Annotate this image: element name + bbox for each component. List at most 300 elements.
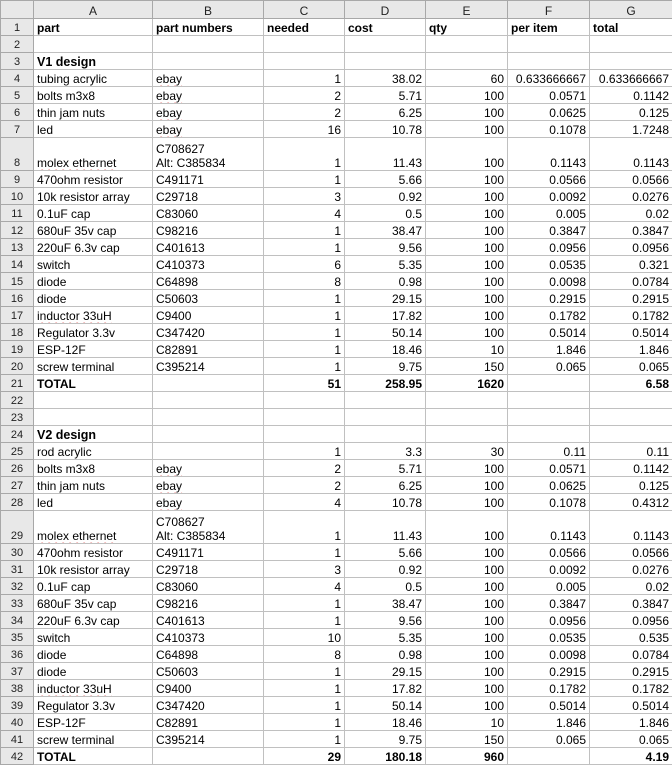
empty-cell[interactable] <box>508 36 590 53</box>
row-header[interactable]: 32 <box>1 578 34 595</box>
part-number-cell[interactable] <box>153 205 264 222</box>
part-cell[interactable] <box>34 460 153 477</box>
needed-cell[interactable]: 1 <box>264 612 345 629</box>
part-number-cell[interactable] <box>153 70 264 87</box>
needed-cell[interactable]: 1 <box>264 697 345 714</box>
qty-cell[interactable]: 10 <box>426 341 508 358</box>
total-cell[interactable]: 0.535 <box>590 629 672 646</box>
empty-cell[interactable] <box>153 53 264 70</box>
row-header[interactable]: 20 <box>1 358 34 375</box>
per-item-cell[interactable]: 0.0625 <box>508 104 590 121</box>
part-number-cell[interactable] <box>153 544 264 561</box>
part-cell[interactable] <box>34 307 153 324</box>
total-qty[interactable]: 960 <box>426 748 508 765</box>
cost-cell[interactable]: 9.56 <box>345 239 426 256</box>
qty-cell[interactable]: 100 <box>426 171 508 188</box>
needed-cell[interactable]: 1 <box>264 222 345 239</box>
cost-cell[interactable]: 0.92 <box>345 188 426 205</box>
part-cell[interactable] <box>34 222 153 239</box>
part-number-cell[interactable] <box>153 578 264 595</box>
qty-cell[interactable]: 100 <box>426 87 508 104</box>
row-header[interactable]: 12 <box>1 222 34 239</box>
total-cell[interactable]: 0.1142 <box>590 460 672 477</box>
per-item-cell[interactable]: 0.5014 <box>508 324 590 341</box>
part-cell[interactable] <box>34 680 153 697</box>
row-header[interactable]: 37 <box>1 663 34 680</box>
empty-cell[interactable] <box>590 36 672 53</box>
needed-cell[interactable]: 1 <box>264 544 345 561</box>
needed-cell[interactable]: 1 <box>264 358 345 375</box>
total-cell[interactable]: 0.0784 <box>590 646 672 663</box>
row-header[interactable]: 31 <box>1 561 34 578</box>
qty-cell[interactable]: 100 <box>426 595 508 612</box>
per-item-cell[interactable]: 0.0571 <box>508 87 590 104</box>
part-cell[interactable] <box>34 188 153 205</box>
per-item-cell[interactable]: 0.1782 <box>508 680 590 697</box>
part-number-cell[interactable] <box>153 714 264 731</box>
empty-cell[interactable] <box>153 375 264 392</box>
header-needed[interactable]: needed <box>264 19 345 36</box>
cost-cell[interactable]: 50.14 <box>345 324 426 341</box>
row-header[interactable]: 28 <box>1 494 34 511</box>
qty-cell[interactable]: 100 <box>426 460 508 477</box>
per-item-cell[interactable]: 0.1078 <box>508 494 590 511</box>
row-header[interactable]: 13 <box>1 239 34 256</box>
part-cell[interactable] <box>34 324 153 341</box>
needed-cell[interactable]: 2 <box>264 104 345 121</box>
needed-cell[interactable]: 1 <box>264 663 345 680</box>
row-header[interactable]: 19 <box>1 341 34 358</box>
empty-cell[interactable] <box>153 748 264 765</box>
empty-cell[interactable] <box>508 375 590 392</box>
cost-cell[interactable]: 5.66 <box>345 544 426 561</box>
needed-cell[interactable]: 1 <box>264 731 345 748</box>
part-number-cell[interactable] <box>153 731 264 748</box>
qty-cell[interactable]: 100 <box>426 256 508 273</box>
total-cell[interactable]: 1.846 <box>590 341 672 358</box>
empty-cell[interactable] <box>264 53 345 70</box>
row-header[interactable]: 8 <box>1 138 34 171</box>
part-number-cell[interactable] <box>153 697 264 714</box>
qty-cell[interactable]: 100 <box>426 697 508 714</box>
part-number-cell[interactable] <box>153 290 264 307</box>
row-header[interactable]: 34 <box>1 612 34 629</box>
row-header[interactable]: 35 <box>1 629 34 646</box>
needed-cell[interactable]: 1 <box>264 171 345 188</box>
per-item-cell[interactable]: 1.846 <box>508 341 590 358</box>
qty-cell[interactable]: 100 <box>426 561 508 578</box>
per-item-cell[interactable]: 0.005 <box>508 578 590 595</box>
empty-cell[interactable] <box>345 426 426 443</box>
row-header[interactable]: 25 <box>1 443 34 460</box>
per-item-cell[interactable]: 0.0566 <box>508 171 590 188</box>
row-header[interactable]: 15 <box>1 273 34 290</box>
cost-cell[interactable]: 50.14 <box>345 697 426 714</box>
part-cell[interactable] <box>34 714 153 731</box>
cost-cell[interactable]: 3.3 <box>345 443 426 460</box>
part-cell[interactable] <box>34 358 153 375</box>
per-item-cell[interactable]: 0.005 <box>508 205 590 222</box>
cost-cell[interactable]: 0.5 <box>345 578 426 595</box>
part-number-cell[interactable] <box>153 188 264 205</box>
total-cell[interactable]: 0.3847 <box>590 595 672 612</box>
needed-cell[interactable]: 8 <box>264 646 345 663</box>
cost-cell[interactable]: 11.43 <box>345 138 426 171</box>
needed-cell[interactable]: 6 <box>264 256 345 273</box>
part-number-cell[interactable] <box>153 646 264 663</box>
per-item-cell[interactable]: 0.0535 <box>508 256 590 273</box>
total-cell[interactable]: 1.846 <box>590 714 672 731</box>
column-header[interactable]: A <box>34 1 153 19</box>
row-header[interactable]: 3 <box>1 53 34 70</box>
row-header[interactable]: 42 <box>1 748 34 765</box>
qty-cell[interactable]: 100 <box>426 477 508 494</box>
per-item-cell[interactable]: 0.1143 <box>508 511 590 544</box>
total-cell[interactable]: 0.3847 <box>590 222 672 239</box>
row-header[interactable]: 4 <box>1 70 34 87</box>
total-cell[interactable]: 0.1142 <box>590 87 672 104</box>
qty-cell[interactable]: 100 <box>426 188 508 205</box>
total-cell[interactable]: 1.7248 <box>590 121 672 138</box>
header-part[interactable]: part <box>34 19 153 36</box>
per-item-cell[interactable]: 0.0092 <box>508 561 590 578</box>
part-number-cell[interactable] <box>153 256 264 273</box>
row-header[interactable]: 1 <box>1 19 34 36</box>
cost-cell[interactable]: 38.47 <box>345 222 426 239</box>
per-item-cell[interactable]: 0.0092 <box>508 188 590 205</box>
needed-cell[interactable]: 1 <box>264 595 345 612</box>
part-number-cell[interactable] <box>153 121 264 138</box>
part-number-cell[interactable] <box>153 595 264 612</box>
grand-total[interactable]: 4.19 <box>590 748 672 765</box>
grand-total[interactable]: 6.58 <box>590 375 672 392</box>
cost-cell[interactable]: 5.71 <box>345 460 426 477</box>
qty-cell[interactable]: 100 <box>426 511 508 544</box>
qty-cell[interactable]: 100 <box>426 290 508 307</box>
row-header[interactable]: 26 <box>1 460 34 477</box>
per-item-cell[interactable]: 0.0625 <box>508 477 590 494</box>
qty-cell[interactable]: 100 <box>426 222 508 239</box>
part-number-cell[interactable] <box>153 171 264 188</box>
row-header[interactable]: 29 <box>1 511 34 544</box>
qty-cell[interactable]: 100 <box>426 307 508 324</box>
empty-cell[interactable] <box>153 392 264 409</box>
needed-cell[interactable]: 8 <box>264 273 345 290</box>
total-cell[interactable]: 0.2915 <box>590 290 672 307</box>
qty-cell[interactable]: 100 <box>426 680 508 697</box>
per-item-cell[interactable]: 0.0566 <box>508 544 590 561</box>
section-title[interactable]: V2 design <box>34 426 153 443</box>
cost-cell[interactable]: 6.25 <box>345 104 426 121</box>
part-number-cell[interactable] <box>153 663 264 680</box>
part-cell[interactable] <box>34 239 153 256</box>
cost-cell[interactable]: 10.78 <box>345 121 426 138</box>
total-label[interactable]: TOTAL <box>34 375 153 392</box>
needed-cell[interactable]: 16 <box>264 121 345 138</box>
per-item-cell[interactable]: 0.1143 <box>508 138 590 171</box>
header-total[interactable]: total <box>590 19 672 36</box>
per-item-cell[interactable]: 0.2915 <box>508 290 590 307</box>
total-cell[interactable]: 0.4312 <box>590 494 672 511</box>
empty-cell[interactable] <box>590 53 672 70</box>
cost-cell[interactable]: 0.98 <box>345 273 426 290</box>
cost-cell[interactable]: 18.46 <box>345 714 426 731</box>
total-qty[interactable]: 1620 <box>426 375 508 392</box>
needed-cell[interactable]: 1 <box>264 341 345 358</box>
part-cell[interactable] <box>34 87 153 104</box>
total-cell[interactable]: 0.0956 <box>590 239 672 256</box>
cost-cell[interactable]: 17.82 <box>345 680 426 697</box>
needed-cell[interactable]: 2 <box>264 87 345 104</box>
column-header[interactable]: G <box>590 1 672 19</box>
cost-cell[interactable]: 0.5 <box>345 205 426 222</box>
needed-cell[interactable]: 4 <box>264 205 345 222</box>
row-header[interactable]: 6 <box>1 104 34 121</box>
qty-cell[interactable]: 30 <box>426 443 508 460</box>
qty-cell[interactable]: 150 <box>426 358 508 375</box>
row-header[interactable]: 7 <box>1 121 34 138</box>
per-item-cell[interactable]: 0.0956 <box>508 612 590 629</box>
total-needed[interactable]: 51 <box>264 375 345 392</box>
qty-cell[interactable]: 100 <box>426 104 508 121</box>
column-header[interactable]: D <box>345 1 426 19</box>
part-cell[interactable] <box>34 697 153 714</box>
per-item-cell[interactable]: 0.2915 <box>508 663 590 680</box>
needed-cell[interactable]: 1 <box>264 307 345 324</box>
total-cell[interactable]: 0.02 <box>590 205 672 222</box>
row-header[interactable]: 5 <box>1 87 34 104</box>
needed-cell[interactable]: 1 <box>264 443 345 460</box>
part-cell[interactable] <box>34 578 153 595</box>
part-number-cell[interactable] <box>153 138 264 171</box>
cost-cell[interactable]: 11.43 <box>345 511 426 544</box>
part-cell[interactable] <box>34 70 153 87</box>
row-header[interactable]: 38 <box>1 680 34 697</box>
needed-cell[interactable]: 1 <box>264 511 345 544</box>
needed-cell[interactable]: 1 <box>264 680 345 697</box>
per-item-cell[interactable]: 0.0098 <box>508 646 590 663</box>
cost-cell[interactable]: 29.15 <box>345 663 426 680</box>
row-header[interactable]: 14 <box>1 256 34 273</box>
total-cost[interactable]: 258.95 <box>345 375 426 392</box>
part-number-cell[interactable] <box>153 477 264 494</box>
needed-cell[interactable]: 1 <box>264 324 345 341</box>
part-cell[interactable] <box>34 205 153 222</box>
total-cell[interactable]: 0.321 <box>590 256 672 273</box>
row-header[interactable]: 2 <box>1 36 34 53</box>
part-number-cell[interactable] <box>153 460 264 477</box>
part-number-cell[interactable] <box>153 273 264 290</box>
select-all-corner[interactable] <box>1 1 34 19</box>
needed-cell[interactable]: 1 <box>264 239 345 256</box>
column-header[interactable]: C <box>264 1 345 19</box>
row-header[interactable]: 39 <box>1 697 34 714</box>
part-number-cell[interactable] <box>153 612 264 629</box>
per-item-cell[interactable]: 0.0098 <box>508 273 590 290</box>
total-cell[interactable]: 0.065 <box>590 358 672 375</box>
total-cell[interactable]: 0.11 <box>590 443 672 460</box>
cost-cell[interactable]: 0.92 <box>345 561 426 578</box>
part-number-cell[interactable] <box>153 87 264 104</box>
section-title[interactable]: V1 design <box>34 53 153 70</box>
part-number-cell[interactable] <box>153 511 264 544</box>
empty-cell[interactable] <box>508 409 590 426</box>
column-header[interactable]: B <box>153 1 264 19</box>
row-header[interactable]: 36 <box>1 646 34 663</box>
qty-cell[interactable]: 100 <box>426 612 508 629</box>
empty-cell[interactable] <box>426 36 508 53</box>
column-header[interactable]: F <box>508 1 590 19</box>
part-cell[interactable] <box>34 171 153 188</box>
per-item-cell[interactable]: 0.0571 <box>508 460 590 477</box>
part-cell[interactable] <box>34 544 153 561</box>
empty-cell[interactable] <box>590 426 672 443</box>
total-cell[interactable]: 0.5014 <box>590 697 672 714</box>
empty-cell[interactable] <box>34 36 153 53</box>
per-item-cell[interactable]: 0.5014 <box>508 697 590 714</box>
part-cell[interactable] <box>34 731 153 748</box>
needed-cell[interactable]: 1 <box>264 70 345 87</box>
needed-cell[interactable]: 4 <box>264 578 345 595</box>
total-cell[interactable]: 0.02 <box>590 578 672 595</box>
part-cell[interactable] <box>34 341 153 358</box>
total-cell[interactable]: 0.125 <box>590 477 672 494</box>
qty-cell[interactable]: 100 <box>426 121 508 138</box>
part-number-cell[interactable] <box>153 341 264 358</box>
part-cell[interactable] <box>34 646 153 663</box>
part-cell[interactable] <box>34 494 153 511</box>
part-number-cell[interactable] <box>153 561 264 578</box>
part-number-cell[interactable] <box>153 324 264 341</box>
cost-cell[interactable]: 17.82 <box>345 307 426 324</box>
total-cell[interactable]: 0.5014 <box>590 324 672 341</box>
needed-cell[interactable]: 1 <box>264 290 345 307</box>
cost-cell[interactable]: 5.71 <box>345 87 426 104</box>
part-cell[interactable] <box>34 121 153 138</box>
total-cell[interactable]: 0.1782 <box>590 307 672 324</box>
per-item-cell[interactable]: 0.3847 <box>508 595 590 612</box>
total-cell[interactable]: 0.065 <box>590 731 672 748</box>
total-cell[interactable]: 0.1143 <box>590 511 672 544</box>
empty-cell[interactable] <box>426 53 508 70</box>
part-cell[interactable] <box>34 612 153 629</box>
part-cell[interactable] <box>34 290 153 307</box>
part-cell[interactable] <box>34 561 153 578</box>
header-cost[interactable]: cost <box>345 19 426 36</box>
qty-cell[interactable]: 100 <box>426 205 508 222</box>
part-cell[interactable] <box>34 629 153 646</box>
cost-cell[interactable]: 10.78 <box>345 494 426 511</box>
empty-cell[interactable] <box>590 409 672 426</box>
row-header[interactable]: 41 <box>1 731 34 748</box>
qty-cell[interactable]: 60 <box>426 70 508 87</box>
empty-cell[interactable] <box>508 53 590 70</box>
empty-cell[interactable] <box>508 426 590 443</box>
row-header[interactable]: 21 <box>1 375 34 392</box>
empty-cell[interactable] <box>264 409 345 426</box>
empty-cell[interactable] <box>426 392 508 409</box>
total-cell[interactable]: 0.633666667 <box>590 70 672 87</box>
part-number-cell[interactable] <box>153 680 264 697</box>
empty-cell[interactable] <box>153 426 264 443</box>
empty-cell[interactable] <box>264 426 345 443</box>
row-header[interactable]: 33 <box>1 595 34 612</box>
per-item-cell[interactable]: 0.065 <box>508 731 590 748</box>
row-header[interactable]: 27 <box>1 477 34 494</box>
row-header[interactable]: 24 <box>1 426 34 443</box>
needed-cell[interactable]: 3 <box>264 188 345 205</box>
cost-cell[interactable]: 6.25 <box>345 477 426 494</box>
total-label[interactable]: TOTAL <box>34 748 153 765</box>
total-cell[interactable]: 0.125 <box>590 104 672 121</box>
needed-cell[interactable]: 1 <box>264 714 345 731</box>
part-number-cell[interactable] <box>153 239 264 256</box>
row-header[interactable]: 40 <box>1 714 34 731</box>
row-header[interactable]: 30 <box>1 544 34 561</box>
empty-cell[interactable] <box>345 36 426 53</box>
empty-cell[interactable] <box>153 409 264 426</box>
total-cell[interactable]: 0.0566 <box>590 544 672 561</box>
part-cell[interactable] <box>34 138 153 171</box>
part-cell[interactable] <box>34 663 153 680</box>
qty-cell[interactable]: 100 <box>426 239 508 256</box>
qty-cell[interactable]: 100 <box>426 578 508 595</box>
part-cell[interactable] <box>34 477 153 494</box>
total-cell[interactable]: 0.0784 <box>590 273 672 290</box>
cost-cell[interactable]: 5.66 <box>345 171 426 188</box>
qty-cell[interactable]: 100 <box>426 273 508 290</box>
row-header[interactable]: 18 <box>1 324 34 341</box>
row-header[interactable]: 22 <box>1 392 34 409</box>
total-cell[interactable]: 0.0956 <box>590 612 672 629</box>
needed-cell[interactable]: 4 <box>264 494 345 511</box>
cost-cell[interactable]: 29.15 <box>345 290 426 307</box>
part-cell[interactable] <box>34 511 153 544</box>
empty-cell[interactable] <box>508 392 590 409</box>
qty-cell[interactable]: 100 <box>426 663 508 680</box>
part-number-cell[interactable] <box>153 104 264 121</box>
qty-cell[interactable]: 100 <box>426 324 508 341</box>
part-number-cell[interactable] <box>153 222 264 239</box>
row-header[interactable]: 16 <box>1 290 34 307</box>
per-item-cell[interactable]: 1.846 <box>508 714 590 731</box>
total-cell[interactable]: 0.0276 <box>590 561 672 578</box>
qty-cell[interactable]: 10 <box>426 714 508 731</box>
qty-cell[interactable]: 100 <box>426 138 508 171</box>
per-item-cell[interactable]: 0.0956 <box>508 239 590 256</box>
total-cell[interactable]: 0.0566 <box>590 171 672 188</box>
qty-cell[interactable]: 100 <box>426 544 508 561</box>
total-needed[interactable]: 29 <box>264 748 345 765</box>
empty-cell[interactable] <box>34 392 153 409</box>
header-per-item[interactable]: per item <box>508 19 590 36</box>
qty-cell[interactable]: 100 <box>426 494 508 511</box>
part-number-cell[interactable] <box>153 307 264 324</box>
cost-cell[interactable]: 9.56 <box>345 612 426 629</box>
qty-cell[interactable]: 100 <box>426 629 508 646</box>
per-item-cell[interactable]: 0.1078 <box>508 121 590 138</box>
qty-cell[interactable]: 100 <box>426 646 508 663</box>
row-header[interactable]: 17 <box>1 307 34 324</box>
empty-cell[interactable] <box>508 748 590 765</box>
needed-cell[interactable]: 3 <box>264 561 345 578</box>
column-header[interactable]: E <box>426 1 508 19</box>
header-qty[interactable]: qty <box>426 19 508 36</box>
empty-cell[interactable] <box>426 409 508 426</box>
per-item-cell[interactable]: 0.633666667 <box>508 70 590 87</box>
row-header[interactable]: 10 <box>1 188 34 205</box>
qty-cell[interactable]: 150 <box>426 731 508 748</box>
